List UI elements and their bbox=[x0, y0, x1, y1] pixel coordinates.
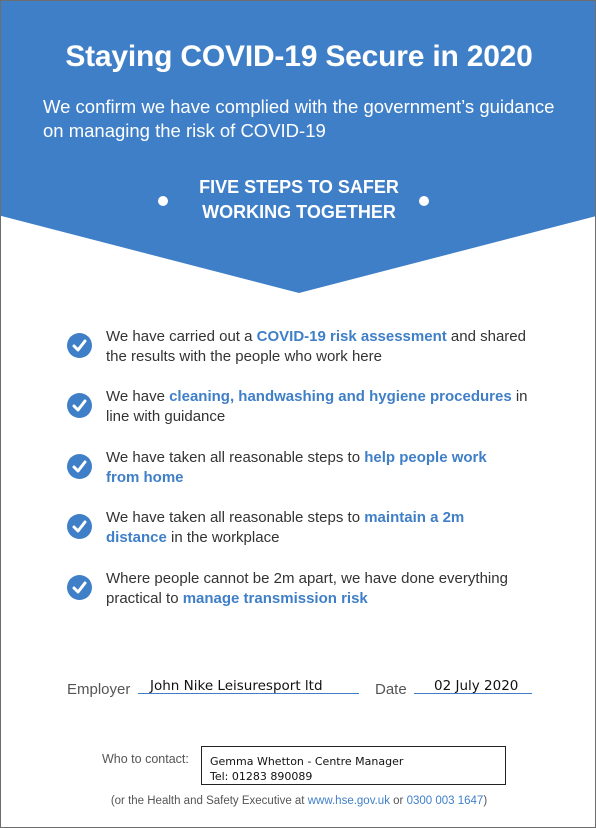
hse-note bbox=[1, 795, 596, 807]
step-text-highlight: COVID-19 risk assessment bbox=[256, 328, 447, 345]
employer-value: John Nike Leisuresport ltd bbox=[150, 678, 323, 694]
check-circle-icon bbox=[67, 393, 92, 418]
step-text-plain: We have taken all reasonable steps to bbox=[106, 449, 365, 466]
steps-heading-line2: WORKING TOGETHER bbox=[202, 202, 396, 222]
steps-heading-line1: FIVE STEPS TO SAFER bbox=[199, 177, 399, 197]
contact-box bbox=[201, 746, 506, 785]
step-text-highlight: cleaning, handwashing and hygiene procedures bbox=[169, 388, 512, 405]
step-text-plain: in the workplace bbox=[166, 529, 280, 546]
contact-name: Gemma Whetton - Centre Manager bbox=[210, 755, 404, 768]
step-text bbox=[106, 387, 546, 427]
date-label: Date bbox=[375, 681, 407, 698]
step-text-highlight: help people work from home bbox=[106, 449, 487, 486]
step-text-plain: Where people cannot be 2m apart, we have done everything practical to bbox=[106, 570, 508, 607]
check-circle-icon bbox=[67, 454, 92, 479]
date-value: 02 July 2020 bbox=[434, 678, 519, 694]
step-text-plain: and shared the results with the people who work here bbox=[106, 328, 526, 365]
step-text bbox=[106, 327, 546, 367]
contact-label: Who to contact: bbox=[102, 752, 189, 766]
step-text-plain: We have taken all reasonable steps to bbox=[106, 509, 365, 526]
steps-heading bbox=[1, 175, 596, 225]
step-text-plain: We have carried out a bbox=[106, 328, 257, 345]
dot-icon bbox=[419, 196, 429, 206]
step-text-highlight: manage transmission risk bbox=[182, 590, 368, 607]
hse-phone-link[interactable]: 0300 003 1647 bbox=[406, 795, 484, 807]
note-prefix: (or the Health and Safety Executive at bbox=[110, 795, 308, 807]
step-text bbox=[106, 448, 521, 488]
step-text-plain: We have bbox=[106, 388, 170, 405]
hse-website-link[interactable]: www.hse.gov.uk bbox=[307, 795, 390, 807]
check-circle-icon bbox=[67, 514, 92, 539]
poster-title: Staying COVID-19 Secure in 2020 bbox=[65, 40, 533, 73]
check-circle-icon bbox=[67, 575, 92, 600]
note-suffix: ) bbox=[483, 795, 488, 807]
contact-tel: Tel: 01283 890089 bbox=[210, 770, 313, 783]
step-text-plain: in line with guidance bbox=[106, 388, 528, 425]
step-text bbox=[106, 569, 556, 609]
employer-label: Employer bbox=[67, 681, 131, 698]
check-circle-icon bbox=[67, 333, 92, 358]
step-text bbox=[106, 508, 521, 548]
step-text-highlight: maintain a 2m distance bbox=[106, 509, 465, 546]
note-mid: or bbox=[389, 795, 407, 807]
poster-subtitle: We confirm we have complied with the government’s guidance on managing the risk of COVID-19 bbox=[43, 96, 555, 141]
